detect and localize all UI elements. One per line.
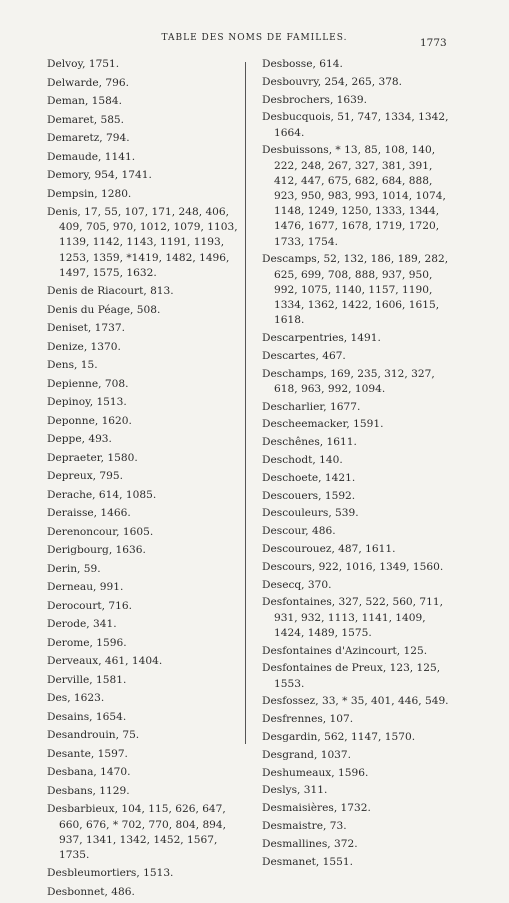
index-entry: Depienne, 708.: [47, 377, 129, 390]
index-entry: Desmaistre, 73.: [262, 819, 347, 832]
index-entry: Deshumeaux, 1596.: [262, 766, 369, 779]
index-entry: Descartes, 467.: [262, 349, 346, 362]
index-entry: Desbucquois, 51, 747, 1334, 1342, 1664.: [262, 111, 449, 139]
index-entry: Desecq, 370.: [262, 578, 332, 591]
index-entry: Denis, 17, 55, 107, 171, 248, 406, 409, 705, 970, 1012, 1079, 1103, 1139, 1142, 1143, 1191, 1193, 1253, 1359, *1419, 1482, 1496, 1497, 1575, 1632.: [47, 206, 238, 279]
index-entry: Demaret, 585.: [47, 113, 125, 126]
index-entry: Demaretz, 794.: [47, 132, 130, 144]
index-entry: Derode, 341.: [47, 618, 117, 631]
index-entry: Denis du Péage, 508.: [47, 303, 161, 316]
left-column: [47, 57, 242, 903]
page-number: 1773: [420, 37, 447, 49]
index-entry: Deraisse, 1466.: [47, 507, 131, 520]
index-entry: Derneau, 991.: [47, 581, 124, 594]
index-entry: Deppe, 493.: [47, 433, 112, 446]
index-entry: Derville, 1581.: [47, 673, 127, 686]
index-entry: Descourouez, 487, 1611.: [262, 542, 396, 555]
index-entry: Deschamps, 169, 235, 312, 327, 618, 963, 992, 1094.: [262, 367, 435, 395]
index-entry: Derveaux, 461, 1404.: [47, 655, 163, 668]
index-entry: Deponne, 1620.: [47, 414, 132, 427]
index-entry: Desfontaines, 327, 522, 560, 711, 931, 932, 1113, 1141, 1409, 1424, 1489, 1575.: [262, 596, 443, 639]
index-entry: Desbleumortiers, 1513.: [47, 867, 174, 880]
index-entry: Derocourt, 716.: [47, 599, 132, 612]
index-entry: Desmallines, 372.: [262, 837, 358, 850]
index-entry: Descouers, 1592.: [262, 489, 356, 502]
index-entry: Deniset, 1737.: [47, 322, 125, 335]
index-entry: Descours, 922, 1016, 1349, 1560.: [262, 560, 444, 573]
index-entry: Desbrochers, 1639.: [262, 93, 368, 106]
index-entry: Demory, 954, 1741.: [47, 169, 152, 181]
index-entry: Desbouvry, 254, 265, 378.: [262, 75, 403, 88]
index-entry: Descheemacker, 1591.: [262, 418, 384, 431]
index-entry: Desmanet, 1551.: [262, 855, 353, 868]
index-entry: Demaude, 1141.: [47, 150, 136, 163]
index-entry: Deschoete, 1421.: [262, 471, 356, 484]
index-entry: Denis de Riacourt, 813.: [47, 285, 174, 298]
index-entry: Desfontaines d'Azincourt, 125.: [262, 644, 428, 657]
index-entry: Derache, 614, 1085.: [47, 488, 157, 501]
index-entry: Desmaisières, 1732.: [262, 802, 371, 815]
index-entry: Denize, 1370.: [47, 340, 121, 353]
index-entry: Desbana, 1470.: [47, 766, 131, 779]
index-entry: Depreux, 795.: [47, 470, 123, 483]
index-entry: Deschodt, 140.: [262, 454, 343, 466]
index-entry: Descouleurs, 539.: [262, 507, 359, 520]
index-entry: Descour, 486.: [262, 525, 336, 538]
index-entry: Depraeter, 1580.: [47, 451, 138, 464]
index-entry: Des, 1623.: [47, 692, 105, 705]
index-entry: Desfossez, 33, * 35, 401, 446, 549.: [262, 695, 449, 708]
index-entry: Descamps, 52, 132, 186, 189, 282, 625, 699, 708, 888, 937, 950, 992, 1075, 1140, 1157, 1190, 1334, 1362, 1422, 1606, 1615, 1618.: [262, 253, 449, 327]
index-entry: Desbarbieux, 104, 115, 626, 647, 660, 676, * 702, 770, 804, 894, 937, 1341, 1342, 1452, 1567, 1735.: [47, 803, 227, 861]
index-entry: Derin, 59.: [47, 562, 101, 575]
right-column: [262, 57, 452, 872]
index-entry: Derenoncour, 1605.: [47, 525, 154, 538]
index-entry: Desfontaines de Preux, 123, 125, 1553.: [262, 662, 441, 690]
index-entry: Desbuissons, * 13, 85, 108, 140, 222, 248, 267, 327, 381, 391, 412, 447, 675, 682, 684, 888, 923, 950, 983, 993, 1014, 1074, 1148, 1249, 1250, 1333, 1344, 1476, 1677, 1678, 1719, 1720, 1733, 1754.: [262, 144, 446, 248]
index-entry: Derigbourg, 1636.: [47, 544, 146, 557]
index-entry: Desgardin, 562, 1147, 1570.: [262, 730, 416, 743]
index-entry: Desains, 1654.: [47, 710, 127, 723]
index-entry: Desfrennes, 107.: [262, 713, 354, 726]
index-entry: Desbonnet, 486.: [47, 885, 135, 898]
index-entry: Dens, 15.: [47, 359, 98, 372]
index-entry: Desante, 1597.: [47, 747, 128, 760]
index-entry: Desbans, 1129.: [47, 784, 130, 797]
index-entry: Deslys, 311.: [262, 784, 328, 797]
index-entry: Delwarde, 796.: [47, 76, 129, 89]
index-entry: Deman, 1584.: [47, 95, 123, 107]
page-title: TABLE DES NOMS DE FAMILLES.: [161, 33, 348, 43]
index-entry: Deschênes, 1611.: [262, 436, 357, 449]
index-entry: Desbosse, 614.: [262, 58, 343, 70]
index-entry: Derome, 1596.: [47, 636, 127, 649]
index-entry: Delvoy, 1751.: [47, 58, 120, 70]
index-entry: Descarpentries, 1491.: [262, 332, 381, 345]
column-divider: [245, 62, 246, 744]
index-entry: Dempsin, 1280.: [47, 187, 132, 200]
index-entry: Descharlier, 1677.: [262, 400, 361, 413]
index-entry: Desandrouin, 75.: [47, 729, 140, 742]
index-entry: Depinoy, 1513.: [47, 396, 127, 409]
index-entry: Desgrand, 1037.: [262, 748, 352, 761]
